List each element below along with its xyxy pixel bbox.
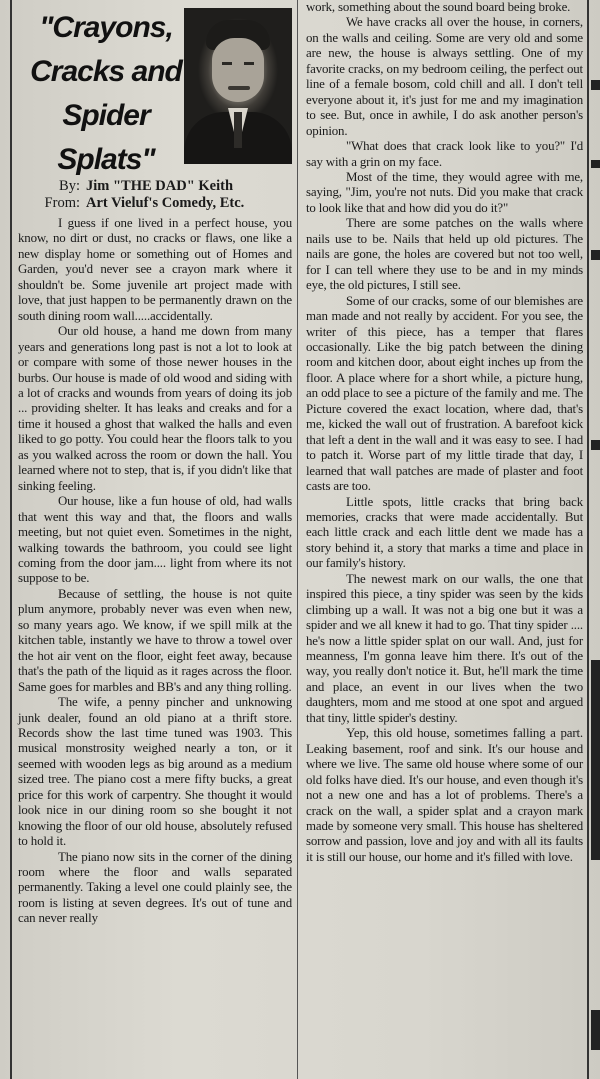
column-rule-left — [10, 0, 12, 1079]
adjacent-page-edge — [591, 0, 600, 1079]
paragraph: I guess if one lived in a perfect house, you know, no dirt or dust, no cracks or flaws, one like a new display home or something out of Homes and Garden, you'd never see a crayon mark where it shouldn't be. Some juvenile art project made with love, that just happen to be permanently drawn on the south dining room wall.....accidentally. — [18, 216, 292, 323]
paragraph: Our old house, a hand me down from many years and generations long past is not a lot to look at or compare with some of those newer houses in the burbs. Our house is made of old wood and siding with a lot of cracks and wounds from years of doing its job ... providing shelter. It has leaks and creaks and for a time it housed a ghost that walked the halls and even liked to go potty. You could hear the floors talk to you as you walked across the room or down the hall. You learned where not to step, that is, if you didn't like that sinking feeling. — [18, 324, 292, 493]
paragraph: The piano now sits in the corner of the dining room where the floor and walls separated permanently. Taking a level one could plainly see, the room is listing at seven degrees. It's out of tune and can never really — [18, 849, 292, 926]
paragraph: Most of the time, they would agree with me, saying, "Jim, you're not nuts. Did you make that crack to look like that and how did you do it?" — [306, 169, 583, 215]
byline-source — [30, 195, 292, 212]
paragraph: work, something about the sound board being broke. — [306, 0, 571, 14]
paragraph: Our house, like a fun house of old, had walls that went this way and that, the floors and walls meeting, but not quiet even. Sometimes in the night, walking towards the bathroom, you could see light coming from the door jam.... light from where its not suppose to be. — [18, 494, 292, 586]
article-title: "Crayons, Cracks and Spider Splats" — [30, 11, 182, 176]
byline-author — [30, 178, 292, 195]
from-label: From: — [44, 195, 80, 211]
paragraph: Because of settling, the house is not quite plum anymore, probably never was even when new, so many years ago. We know, if we spill milk at the kitchen table, instantly we have to throw a towel over the hot air vent on the floor, eight feet away, because that's the path of the liquid as it rages across the floor. Same goes for marbles and BB's and any thing rolling. — [18, 586, 292, 694]
article-column-1 — [18, 216, 292, 927]
paragraph: Little spots, little cracks that bring back memories, cracks that were made accidentally. But each little crack and each little dent we made has a story behind it, a story that marks a time and place in our family's history. — [306, 494, 583, 571]
paragraph: The newest mark on our walls, the one that inspired this piece, a tiny spider was seen by the kids climbing up a wall. It was not a big one but it was a spider and we all knew it had to go. That tiny spider .... he's now a little spider splat on our wall. And, just for meanness, I'm gonna leave him there. It's out of the way, you really don't notice it. But, he'll mark the time and place, an event in our lives when the two daughters, mom and me stood at one spot and argued that tiny, little spider's destiny. — [306, 571, 583, 725]
source-name: Art Vieluf's Comedy, Etc. — [86, 195, 245, 211]
column-rule-middle — [297, 0, 298, 1079]
author-photo — [184, 8, 292, 164]
column-rule-right — [587, 0, 589, 1079]
paragraph: We have cracks all over the house, in corners, on the walls and ceiling. Some are very old and some are new, the house is always settling. One of my favorite cracks, on my bedroom ceiling, the perfect out line of a female bosom, cold chill and all. I don't tell everyone about it, it's just for me and my imagination to see. But, once in awhile, I do ask another person's opinion. — [306, 15, 583, 138]
article-column-2 — [306, 0, 583, 865]
paragraph: "What does that crack look like to you?" I'd say with a grin on my face. — [306, 139, 583, 169]
paragraph: Yep, this old house, sometimes falling a part. Leaking basement, roof and sink. It's our house and where we live. The same old house where some of our old folks have died. It's our house, and even though it's not a new one and has a lot of problems. There's a crack on the wall, a spider splat and a crayon mark made by someone very small. This house has sheltered sorrow and passion, love and joy and with all its faults it is still our house, our home and it's filled with love. — [306, 726, 583, 864]
by-label: By: — [59, 178, 80, 194]
paragraph: The wife, a penny pincher and unknowing junk dealer, found an old piano at a thrift store. Records show the last time tuned was 1903. This musical monstrosity weighed nearly a ton, or it seemed with wooden legs as big around as a medium sized tree. The piano cost a mere fifty bucks, a great price for this work of carpentry. She thought it would look nice in our dining room so she bought it not knowing the floor of our old house, absolutely refused to hold it. — [18, 695, 292, 849]
paragraph: There are some patches on the walls where nails use to be. Nails that held up old pictures. The nails are gone, the holes are covered but not too well, for I can tell where they use to be and in my minds eye, the old pictures, I still see. — [306, 216, 583, 293]
author-name: Jim "THE DAD" Keith — [86, 178, 234, 194]
paragraph: Some of our cracks, some of our blemishes are man made and not really by accident. For you see, the writer of this piece, has a temper that flares occasionally. Like the big patch between the dining room and kitchen door, about eight inches up from the floor. A place where for a short while, a picture hung, an odd place to see a picture of the family and me. The Picture covered the exact location, where dad, that's me, kicked the wall out of frustration. A barefoot kick that left a dent in the wall and it was easy to see. I had to patch it. Worse part of my little tirade that day, I learned that wall patches are made of plaster and foot casts are too. — [306, 293, 583, 494]
